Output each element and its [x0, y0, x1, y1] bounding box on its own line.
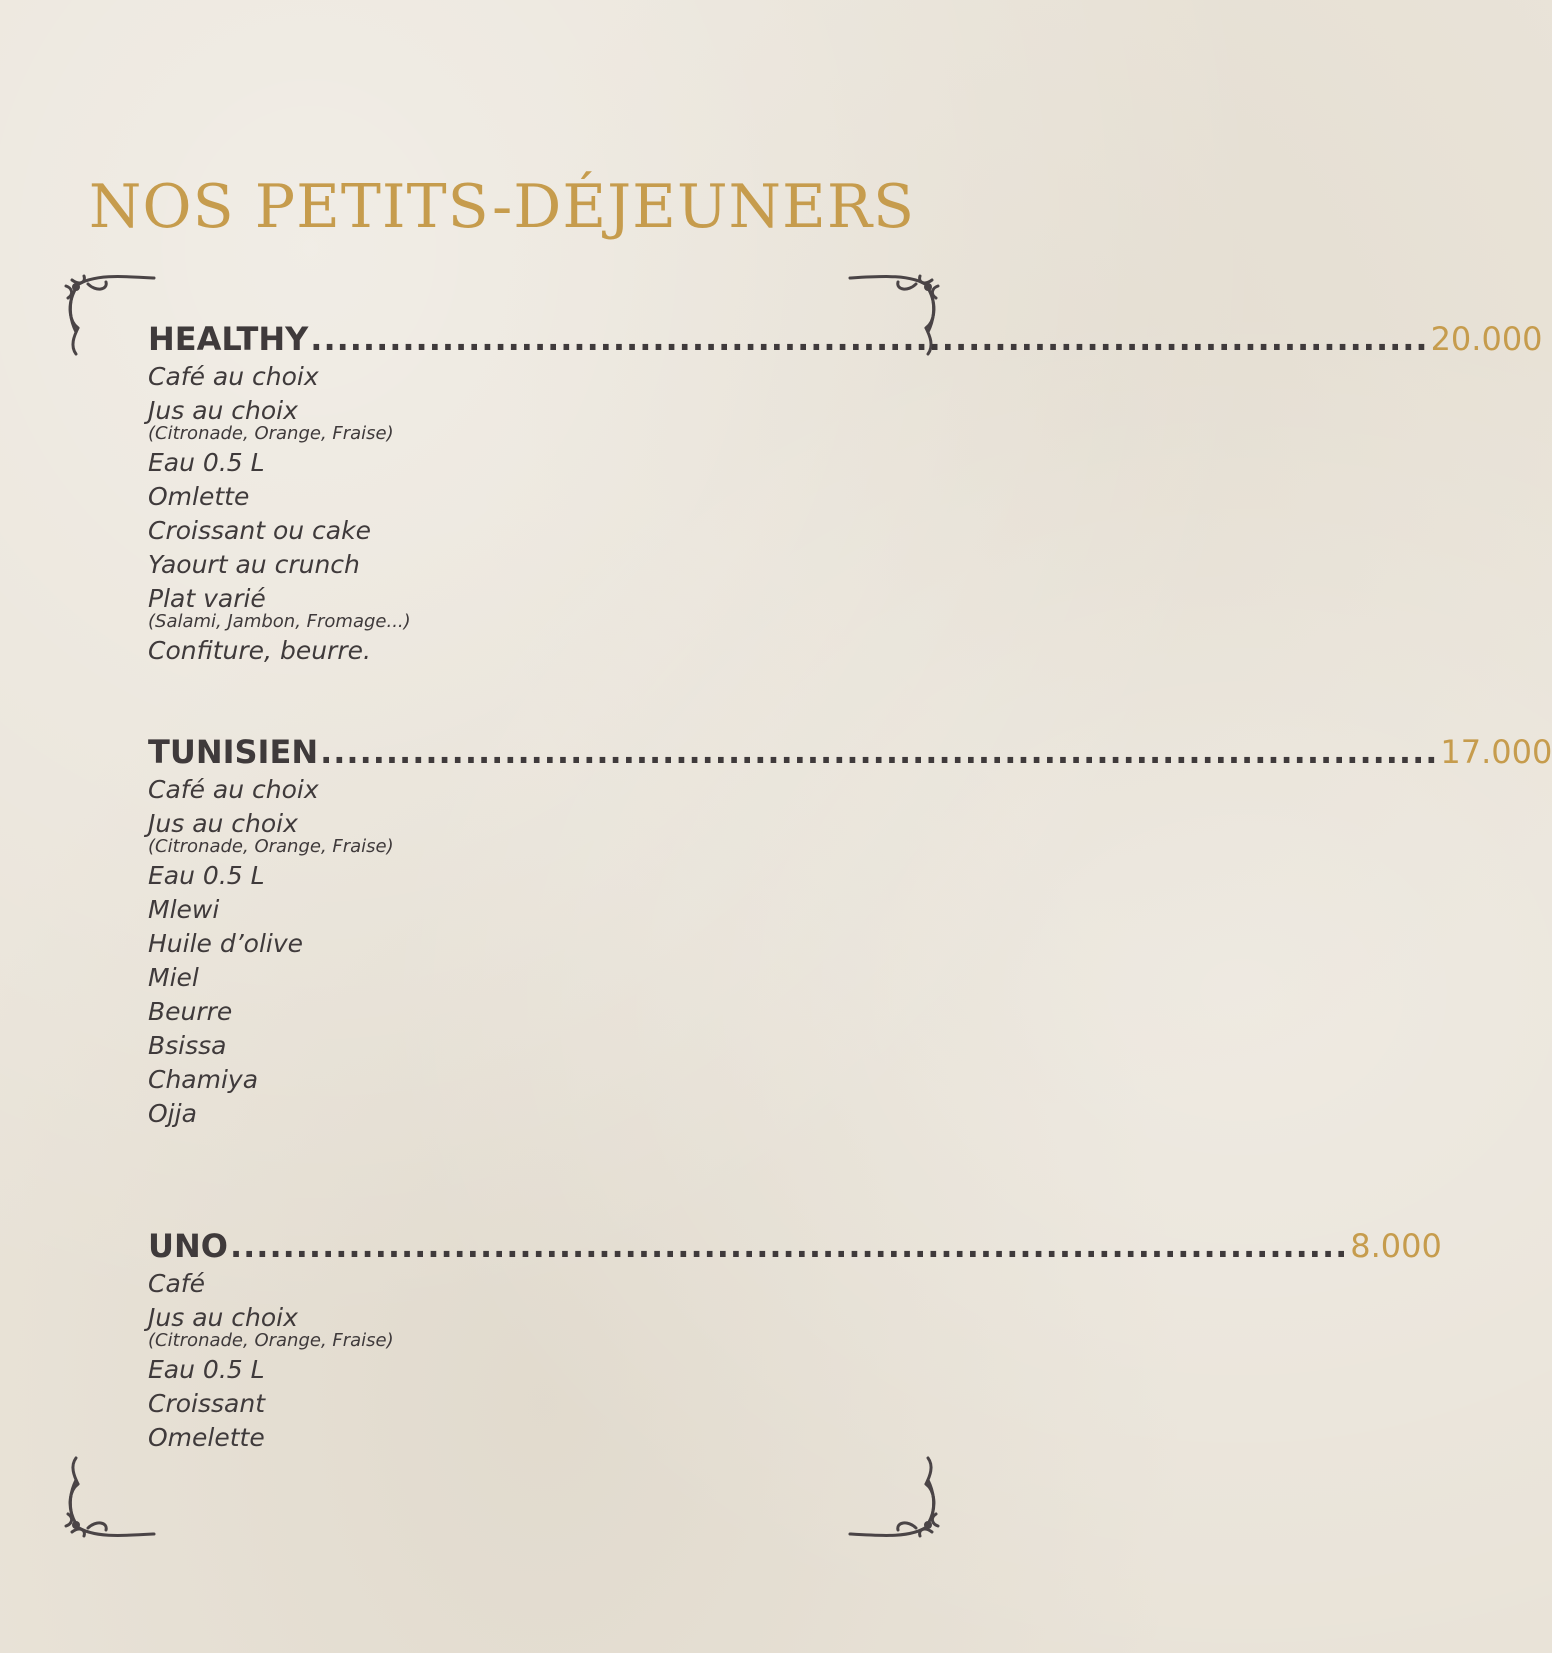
section-name: HEALTHY [148, 320, 309, 358]
list-item: Café au choix [148, 775, 319, 804]
list-item: Chamiya [148, 1065, 259, 1094]
menu-section-tunisien [148, 733, 1552, 1131]
page-title: NOS PETITS-DÉJEUNERS [88, 172, 916, 242]
list-item: Café [148, 1269, 205, 1298]
list-item: Jus au choix (Citronade, Orange, Fraise) [148, 394, 820, 443]
section-name: UNO [148, 1227, 228, 1265]
section-price: 20.000 [1430, 320, 1543, 358]
flourish-corner-icon [842, 1440, 942, 1540]
list-item: Huile d’olive [148, 929, 304, 958]
menu-section-healthy [148, 320, 1543, 668]
list-item: Omlette [148, 482, 250, 511]
item-note: (Citronade, Orange, Fraise) [148, 836, 394, 857]
list-item: Mlewi [148, 895, 220, 924]
item-note: (Citronade, Orange, Fraise) [148, 1330, 394, 1351]
flourish-corner-icon [62, 1440, 162, 1540]
dot-leader: ..................................................................................... [310, 320, 1429, 358]
section-header [148, 1227, 1442, 1267]
list-item: Bsissa [148, 1031, 227, 1060]
list-item: Café au choix [148, 362, 319, 391]
list-item: Confiture, beurre. [148, 636, 371, 665]
list-item: Eau 0.5 L [148, 861, 265, 890]
list-item: Eau 0.5 L [148, 448, 265, 477]
section-header [148, 733, 1552, 773]
list-item: Eau 0.5 L [148, 1355, 265, 1384]
dot-leader: ..................................................................................... [229, 1227, 1349, 1265]
list-item: Miel [148, 963, 199, 992]
section-header [148, 320, 1543, 360]
section-price: 8.000 [1350, 1227, 1442, 1265]
list-item: Croissant [148, 1389, 265, 1418]
item-note: (Citronade, Orange, Fraise) [148, 423, 394, 444]
list-item: Jus au choix (Citronade, Orange, Fraise) [148, 807, 820, 856]
list-item: Omelette [148, 1423, 265, 1452]
list-item: Yaourt au crunch [148, 550, 360, 579]
menu-section-uno [148, 1227, 1442, 1455]
section-name: TUNISIEN [148, 733, 319, 771]
list-item: Croissant ou cake [148, 516, 371, 545]
list-item: Plat varié (Salami, Jambon, Fromage...) [148, 582, 820, 631]
list-item: Beurre [148, 997, 233, 1026]
flourish-corner-icon [62, 272, 162, 372]
section-price: 17.000 [1440, 733, 1552, 771]
item-note: (Salami, Jambon, Fromage...) [148, 611, 411, 632]
dot-leader: ..................................................................................... [320, 733, 1439, 771]
list-item: Ojja [148, 1099, 197, 1128]
list-item: Jus au choix (Citronade, Orange, Fraise) [148, 1301, 820, 1350]
